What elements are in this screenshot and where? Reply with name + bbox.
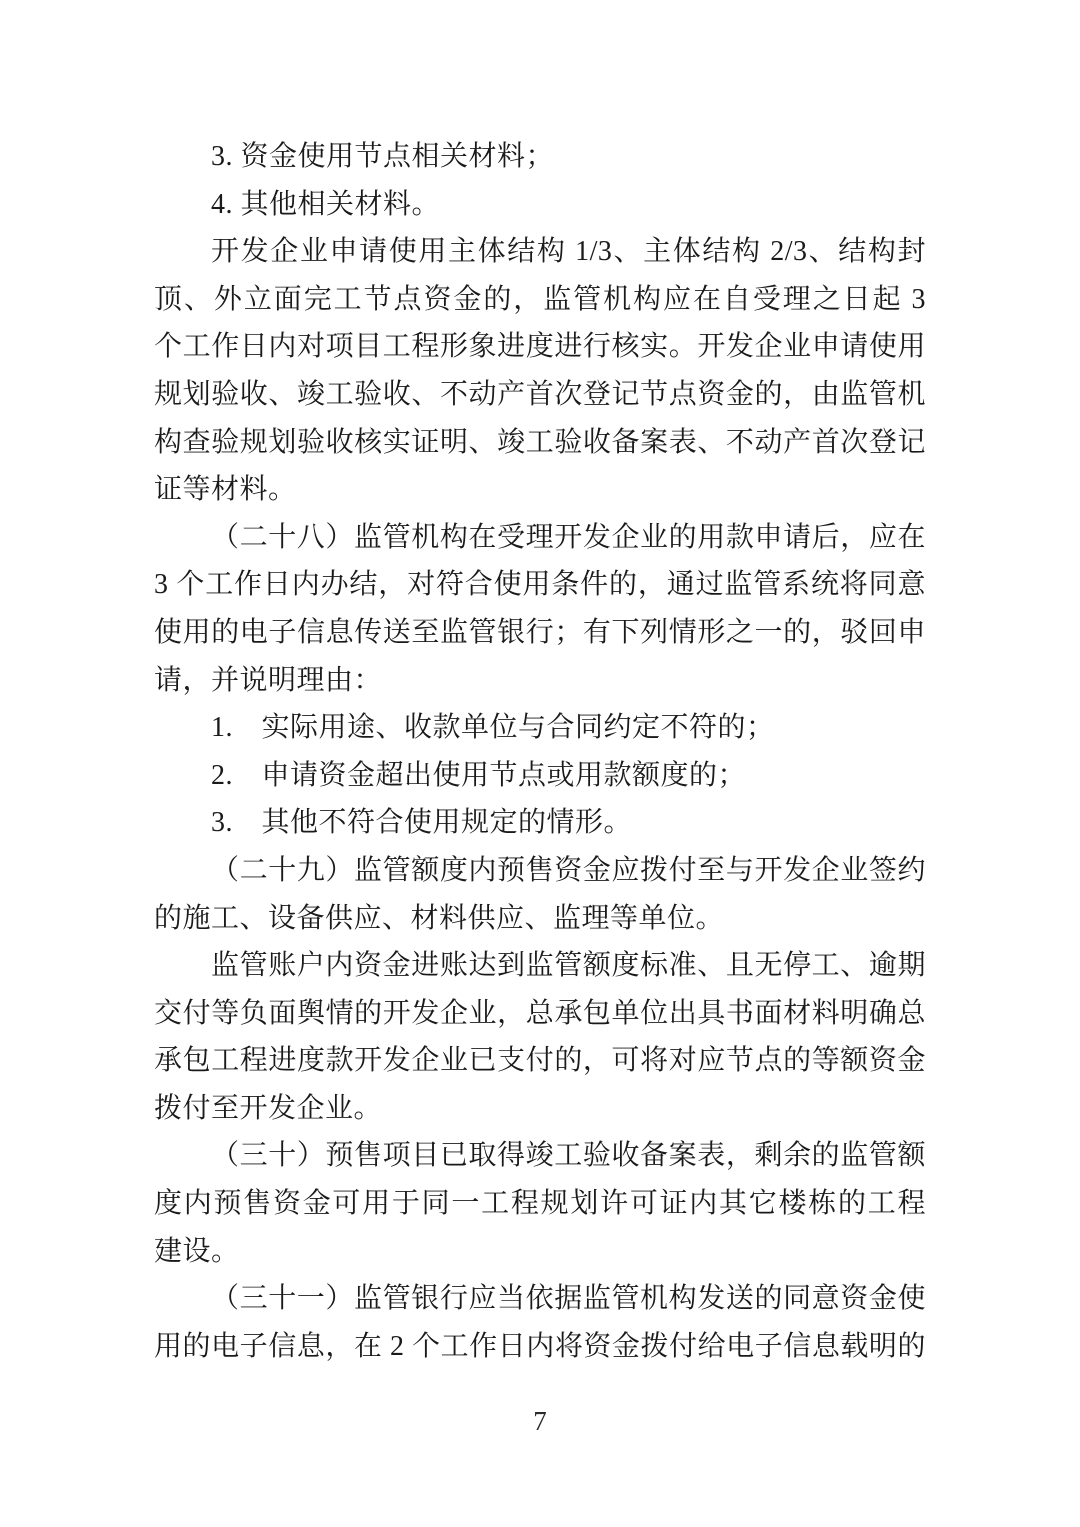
page-number: 7 [533, 1406, 547, 1436]
document-body [154, 133, 926, 1370]
text-line: 4. 其他相关材料。 [211, 188, 441, 220]
text-line: 个工作日内对项目工程形象进度进行核实。开发企业申请使用 [154, 331, 926, 363]
text-line: 2. 申请资金超出使用节点或用款额度的； [211, 759, 747, 791]
text-line: 构查验规划验收核实证明、竣工验收备案表、不动产首次登记 [154, 426, 926, 458]
text-line: 开发企业申请使用主体结构 1/3、主体结构 2/3、结构封 [211, 236, 926, 268]
text-line: 3. 其他不符合使用规定的情形。 [211, 807, 633, 839]
text-line: 1. 实际用途、收款单位与合同约定不符的； [211, 712, 775, 744]
text-line: （三十）预售项目已取得竣工验收备案表，剩余的监管额 [211, 1140, 926, 1172]
text-line: 建设。 [154, 1235, 240, 1267]
text-line: 规划验收、竣工验收、不动产首次登记节点资金的，由监管机 [154, 378, 926, 410]
text-line: 用的电子信息，在 2 个工作日内将资金拨付给电子信息载明的 [154, 1330, 926, 1362]
text-line: 证等材料。 [154, 474, 297, 506]
text-line: （二十八）监管机构在受理开发企业的用款申请后，应在 [211, 521, 926, 553]
text-line: 拨付至开发企业。 [154, 1092, 383, 1124]
text-line: 3. 资金使用节点相关材料； [211, 141, 555, 172]
text-line: 顶、外立面完工节点资金的，监管机构应在自受理之日起 3 [154, 283, 926, 315]
text-line: 度内预售资金可用于同一工程规划许可证内其它楼栋的工程 [154, 1188, 926, 1220]
text-line: 监管账户内资金进账达到监管额度标准、且无停工、逾期 [211, 950, 926, 982]
text-line: （三十一）监管银行应当依据监管机构发送的同意资金使 [211, 1283, 926, 1315]
text-line: 承包工程进度款开发企业已支付的，可将对应节点的等额资金 [154, 1045, 926, 1077]
text-line: 使用的电子信息传送至监管银行；有下列情形之一的，驳回申 [154, 616, 926, 648]
text-line: 3 个工作日内办结，对符合使用条件的，通过监管系统将同意 [154, 569, 926, 601]
text-line: 请，并说明理由： [154, 664, 383, 696]
text-line: 交付等负面舆情的开发企业，总承包单位出具书面材料明确总 [154, 997, 926, 1029]
text-line: 的施工、设备供应、材料供应、监理等单位。 [154, 902, 725, 934]
text-line: （二十九）监管额度内预售资金应拨付至与开发企业签约 [211, 854, 926, 886]
